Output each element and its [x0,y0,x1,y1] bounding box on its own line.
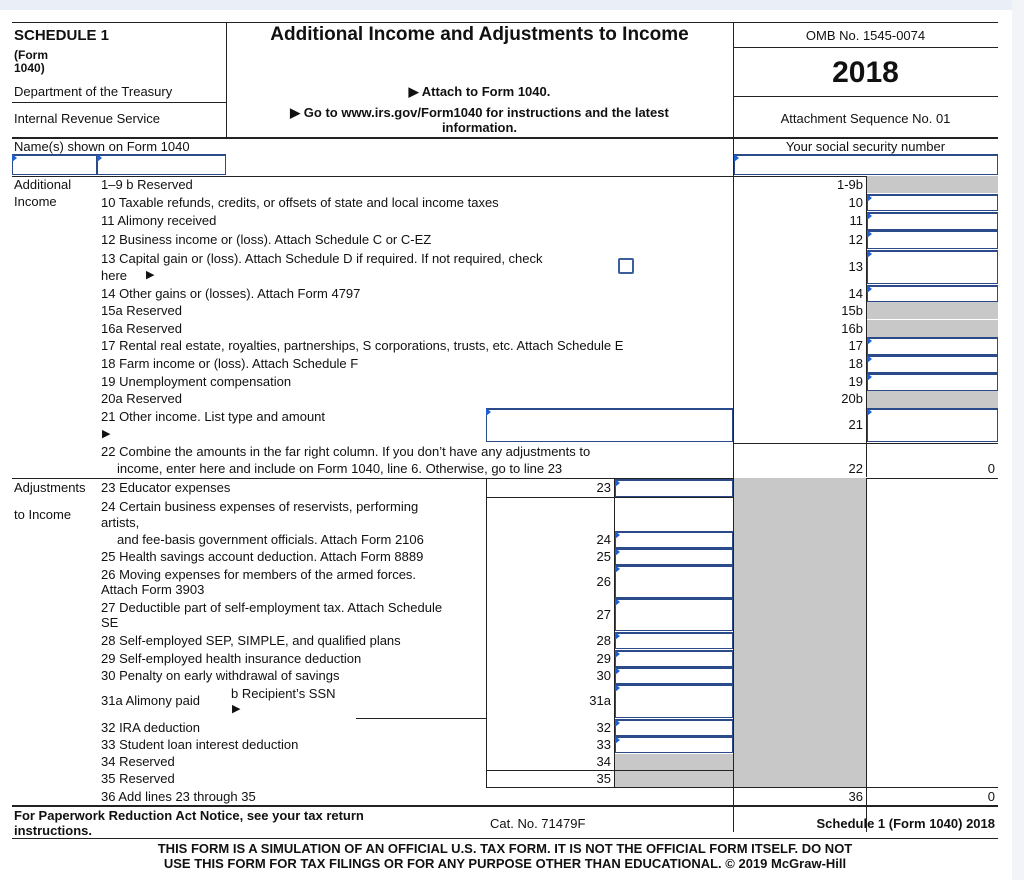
gray-20b [867,391,998,408]
num-16b: 16b [841,321,863,336]
line-25: 25 Health savings account deduction. Attach Form 8889 [101,549,424,564]
first-name-field[interactable] [12,154,97,175]
line-13-checkbox[interactable] [618,258,634,274]
line-11-amount[interactable] [867,212,998,230]
ssn-field[interactable] [734,154,998,175]
line-17-amount[interactable] [867,337,998,355]
line-16a: 16a Reserved [101,321,182,336]
num-30: 30 [596,668,611,683]
ssn-label: Your social security number [785,139,946,154]
line-29: 29 Self-employed health insurance deduction [101,651,362,666]
line-17: 17 Rental real estate, royalties, partnerships, S corporations, trusts, etc. Attach Schedule E [101,338,624,353]
line-25-amount[interactable] [615,548,733,565]
gray-34 [615,754,733,770]
num-24: 24 [596,532,611,547]
attach-instruction: ▶ Attach to Form 1040. [408,84,551,99]
line-26-a: 26 Moving expenses for members of the armed forces. [101,567,417,582]
line-15a: 15a Reserved [101,303,182,318]
line-10-amount[interactable] [867,194,998,211]
num-28: 28 [596,633,611,648]
line-24-amount[interactable] [615,531,733,548]
names-label: Name(s) shown on Form 1040 [14,139,190,154]
num-32: 32 [596,720,611,735]
line-12: 12 Business income or (loss). Attach Schedule C or C-EZ [101,232,432,247]
num-10: 10 [848,195,863,210]
line-14-amount[interactable] [867,285,998,302]
gray-15b [867,302,998,319]
adjustments-gray-column [734,478,866,788]
num-34: 34 [596,754,611,769]
line-36: 36 Add lines 23 through 35 [101,789,256,804]
line-12-amount[interactable] [867,230,998,249]
line-24-b: artists, [101,515,140,530]
line-32-amount[interactable] [615,719,733,736]
income-section-label-1: Additional [14,177,72,192]
gray-1-9b [867,176,998,193]
line-21-arrow-icon: ▶ [102,428,111,440]
line-31b: b Recipient’s SSN [231,686,336,701]
schedule-title: SCHEDULE 1 [14,27,110,44]
num-11: 11 [849,213,863,228]
line-33: 33 Student loan interest deduction [101,737,299,752]
num-18: 18 [848,356,863,371]
line-22-top-rule [733,443,998,444]
adj-amount-column-right [866,478,867,832]
omb-number: OMB No. 1545-0074 [805,28,926,43]
gray-16b [867,320,998,337]
num-36: 36 [848,789,863,804]
num-22: 22 [848,461,863,476]
footer-rule [12,838,998,839]
num-21: 21 [848,417,863,432]
catalog-number: Cat. No. 71479F [490,816,586,831]
num-25: 25 [596,549,611,564]
num-19: 19 [848,374,863,389]
line-27-b: SE [101,615,119,630]
irs-label: Internal Revenue Service [14,111,160,126]
line-26-b: Attach Form 3903 [101,582,205,597]
omb-rule [733,47,998,48]
line-19-amount[interactable] [867,373,998,391]
line-22-value: 0 [987,461,995,476]
line-22-a: 22 Combine the amounts in the far right column. If you don’t have any adjustments to [101,444,591,459]
num-13: 13 [848,259,863,274]
line-21-type-field[interactable] [486,408,733,442]
line-31a: 31a Alimony paid [101,693,201,708]
line-24-c: and fee-basis government officials. Attach Form 2106 [117,532,424,547]
line-27-a: 27 Deductible part of self-employment tax. Attach Schedule [101,600,443,615]
num-15b: 15b [841,303,863,318]
line-30-amount[interactable] [615,667,733,684]
last-name-field[interactable] [97,154,226,175]
line-24-a: 24 Certain business expenses of reservists, performing [101,499,419,514]
attachment-sequence: Attachment Sequence No. 01 [780,111,951,126]
num-26: 26 [596,574,611,589]
line-13-amount[interactable] [867,250,998,284]
line-1-9b: 1–9 b Reserved [101,177,193,192]
paperwork-notice: For Paperwork Reduction Act Notice, see your tax return [14,808,364,823]
form-ref: (Form 1040) [14,48,48,75]
line-14: 14 Other gains or (losses). Attach Form 4797 [101,286,361,301]
line-19: 19 Unemployment compensation [101,374,292,389]
line-29-amount[interactable] [615,650,733,667]
line-11: 11 Alimony received [101,213,217,228]
line-13-arrow-icon: ▶ [146,269,155,281]
line-13-b: here [101,268,128,283]
num-1-9b: 1-9b [836,177,863,192]
tax-year: 2018 [832,56,899,89]
line-24-top-rule [486,497,733,498]
adjustments-label-2: to Income [14,507,72,522]
line-20a: 20a Reserved [101,391,182,406]
line-13-a: 13 Capital gain or (loss). Attach Schedule D if required. If not required, check [101,251,543,266]
goto-instruction-2: information. [441,120,518,135]
line-18-amount[interactable] [867,355,998,373]
line-27-amount[interactable] [615,598,733,631]
right-band [1012,0,1024,880]
line-23-amount[interactable] [615,479,733,497]
year-rule [733,96,998,97]
line-36-value: 0 [987,789,995,804]
dept-treasury: Department of the Treasury [14,84,173,99]
gray-35 [615,771,733,787]
line-28-amount[interactable] [615,632,733,649]
line-35-rule [486,787,998,788]
line-32: 32 IRA deduction [101,720,201,735]
line-18: 18 Farm income or (loss). Attach Schedule F [101,356,359,371]
goto-instruction: ▶ Go to www.irs.gov/Form1040 for instructions and the latest [290,105,669,120]
dept-rule [12,102,226,103]
line-34: 34 Reserved [101,754,175,769]
simulation-notice-1: THIS FORM IS A SIMULATION OF AN OFFICIAL U.S. TAX FORM. IT IS NOT THE OFFICIAL FORM ITSELF. DO NOT [157,841,853,856]
recipient-ssn-rule [356,718,486,719]
line-10: 10 Taxable refunds, credits, or offsets of state and local income taxes [101,195,499,210]
line-33-amount[interactable] [615,736,733,753]
num-20b: 20b [841,391,863,406]
top-band [0,0,1024,10]
line-31b-arrow-icon: ▶ [232,703,241,715]
num-29: 29 [596,651,611,666]
adjustments-bottom-rule [12,805,998,807]
num-31a: 31a [589,693,611,708]
paperwork-notice-2: instructions. [14,823,93,838]
line-21: 21 Other income. List type and amount [101,409,326,424]
num-33: 33 [596,737,611,752]
num-23: 23 [596,480,611,495]
line-26-amount[interactable] [615,565,733,598]
num-35: 35 [596,771,611,786]
form-title: Additional Income and Adjustments to Income [270,24,689,45]
line-21-amount[interactable] [867,408,998,442]
line-28: 28 Self-employed SEP, SIMPLE, and qualified plans [101,633,401,648]
num-27: 27 [596,607,611,622]
num-14: 14 [848,286,863,301]
line-31a-amount[interactable] [615,684,733,718]
line-22-b: income, enter here and include on Form 1040, line 6. Otherwise, go to line 23 [117,461,563,476]
line-23: 23 Educator expenses [101,480,231,495]
num-12: 12 [848,232,863,247]
simulation-notice-2: USE THIS FORM FOR TAX FILINGS OR FOR ANY PURPOSE OTHER THAN EDUCATIONAL. © 2019 McGraw-Hill [163,856,847,871]
footer-form-name: Schedule 1 (Form 1040) 2018 [816,816,995,831]
adjustments-label-1: Adjustments [14,480,86,495]
line-35: 35 Reserved [101,771,175,786]
line-30: 30 Penalty on early withdrawal of savings [101,668,340,683]
num-17: 17 [848,338,863,353]
income-section-label-2: Income [14,194,57,209]
